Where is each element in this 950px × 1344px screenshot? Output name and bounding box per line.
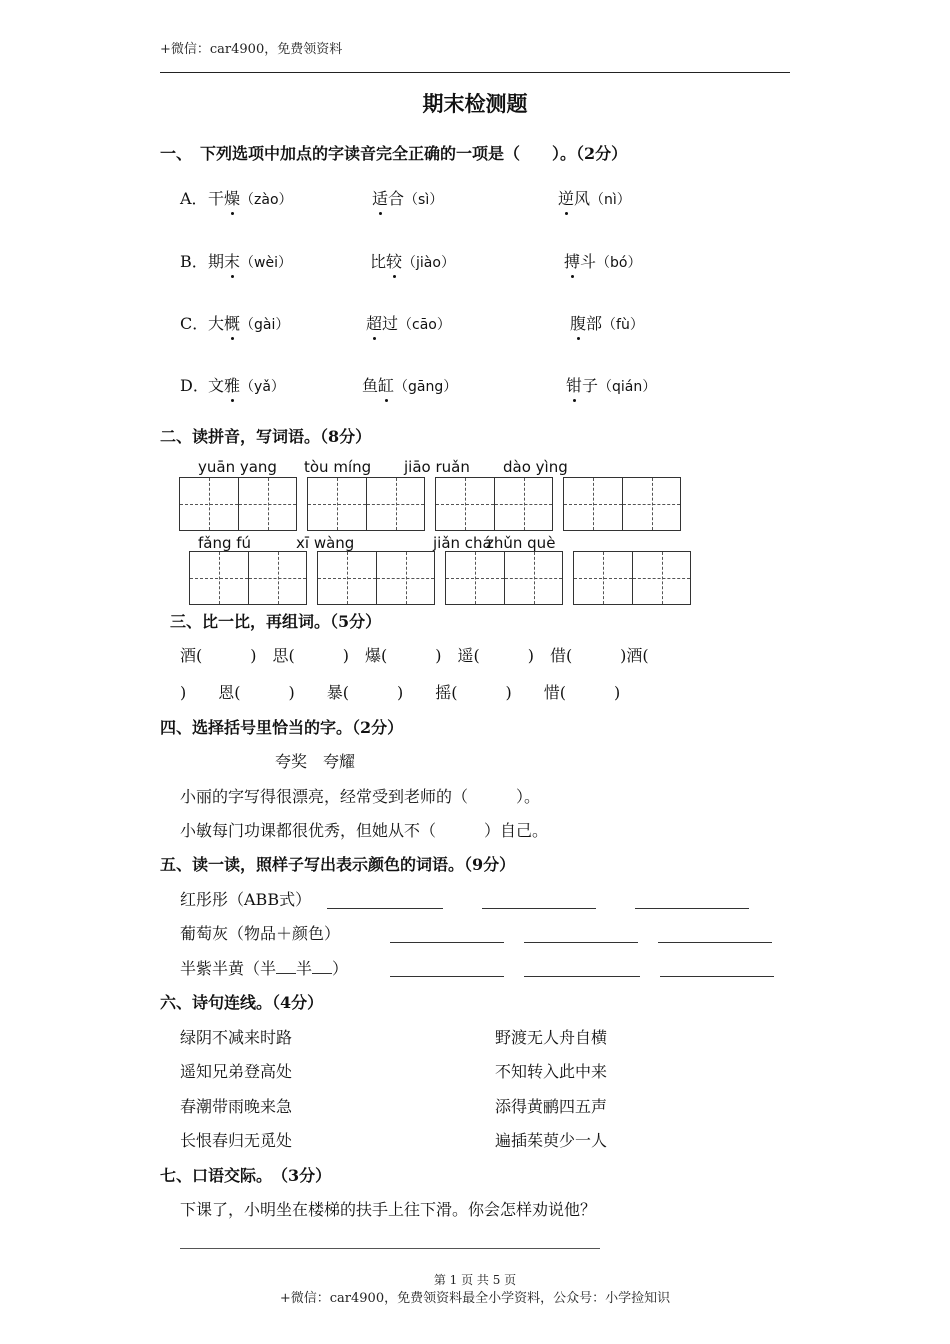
pinyin: （gāng）: [394, 379, 458, 395]
writing-cell[interactable]: [366, 478, 424, 530]
option-letter: A．: [180, 189, 208, 208]
writing-cell[interactable]: [190, 552, 248, 604]
dotted-char: 缸: [378, 373, 394, 396]
writing-cell[interactable]: [318, 552, 376, 604]
option-item: [558, 186, 631, 209]
answer-blank[interactable]: [524, 941, 638, 943]
header-contact: +微信：car4900，免费领资料: [160, 42, 343, 57]
q5-row-3: [180, 956, 348, 979]
char: 部: [586, 314, 603, 333]
q5-example-1: 红彤彤（ABB式）: [180, 890, 312, 909]
char: 过: [382, 314, 399, 333]
poem-line-left[interactable]: 绿阴不减来时路: [180, 1028, 293, 1047]
q5-example-3b: 半: [296, 959, 313, 978]
option-item: [564, 249, 641, 272]
answer-blank[interactable]: [524, 975, 640, 977]
writing-box-pair[interactable]: [435, 477, 553, 531]
dotted-char: 概: [224, 311, 240, 334]
option-item: [362, 373, 457, 396]
answer-blank[interactable]: [635, 907, 749, 909]
dotted-char: 较: [386, 249, 402, 272]
q5-heading: 五、读一读，照样子写出表示颜色的词语。（9分）: [160, 855, 516, 874]
q3-heading: 三、比一比，再组词。（5分）: [170, 612, 382, 631]
inline-blank[interactable]: [312, 972, 332, 974]
option-letter: B．: [180, 252, 208, 271]
pinyin: （zào）: [240, 192, 293, 208]
writing-box-pair[interactable]: [445, 551, 563, 605]
writing-cell[interactable]: [446, 552, 504, 604]
dotted-char: 逆: [558, 186, 574, 209]
writing-cell[interactable]: [436, 478, 494, 530]
pinyin-prompt: jiāo ruǎn: [404, 458, 470, 476]
writing-box-pair[interactable]: [563, 477, 681, 531]
option-item: [208, 249, 292, 272]
poem-line-left[interactable]: 遥知兄弟登高处: [180, 1062, 293, 1081]
writing-cell[interactable]: [504, 552, 562, 604]
pinyin-prompt: zhǔn què: [486, 534, 556, 552]
pinyin-prompt: tòu míng: [304, 458, 372, 476]
dotted-char: 末: [224, 249, 240, 272]
pinyin: （bó）: [596, 255, 642, 271]
writing-cell[interactable]: [564, 478, 622, 530]
footer-contact: +微信：car4900，免费领资料最全小学资料，公众号：小学捡知识: [279, 1291, 671, 1306]
char: 风: [574, 189, 591, 208]
poem-line-left[interactable]: 长恨春归无觅处: [180, 1131, 293, 1150]
writing-cell[interactable]: [308, 478, 366, 530]
char: 合: [388, 189, 405, 208]
answer-blank[interactable]: [390, 975, 504, 977]
option-letter: C．: [180, 314, 209, 333]
q2-heading: 二、读拼音，写词语。（8分）: [160, 427, 372, 446]
answer-blank[interactable]: [660, 975, 774, 977]
q4-sentence-1: 小丽的字写得很漂亮，经常受到老师的（ ）。: [180, 787, 541, 806]
dotted-char: 燥: [224, 186, 240, 209]
writing-box-pair[interactable]: [189, 551, 307, 605]
writing-cell[interactable]: [248, 552, 306, 604]
header-rule: [160, 72, 790, 73]
q7-prompt: 下课了，小明坐在楼梯的扶手上往下滑。你会怎样劝说他？: [180, 1200, 597, 1219]
page-number: 第 1 页 共 5 页: [433, 1273, 517, 1287]
q4-sentence-2: 小敏每门功课都很优秀，但她从不（ ）自己。: [180, 821, 549, 840]
pinyin-prompt: yuān yang: [198, 458, 277, 476]
q5-row-2: [180, 921, 340, 944]
char: 子: [582, 376, 599, 395]
dotted-char: 搏: [564, 249, 580, 272]
pinyin: （gài）: [240, 317, 290, 333]
option-item: [208, 186, 293, 209]
dotted-char: 腹: [570, 311, 586, 334]
option-item: [566, 373, 656, 396]
q3-line-2: ) 恩( ) 暴( ) 摇( ) 惜( ): [180, 683, 621, 702]
writing-cell[interactable]: [238, 478, 296, 530]
writing-box-pair[interactable]: [179, 477, 297, 531]
pinyin-prompt: dào yìng: [503, 458, 568, 476]
pinyin: （jiào）: [402, 255, 455, 271]
poem-line-right[interactable]: 遍插茱萸少一人: [495, 1131, 608, 1150]
q1-heading: 一、 下列选项中加点的字读音完全正确的一项是（ ）。（2分）: [160, 144, 628, 163]
pinyin: （qián）: [598, 379, 657, 395]
pinyin: （cāo）: [398, 317, 451, 333]
option-item: [208, 311, 289, 334]
writing-cell[interactable]: [180, 478, 238, 530]
q5-example-3c: ）: [332, 959, 349, 978]
poem-line-right[interactable]: 添得黄鹂四五声: [495, 1097, 608, 1116]
dotted-char: 钳: [566, 373, 582, 396]
q4-heading: 四、选择括号里恰当的字。（2分）: [160, 718, 404, 737]
dotted-char: 超: [366, 311, 382, 334]
char: 期: [208, 252, 225, 271]
pinyin: （yǎ）: [240, 379, 285, 395]
q5-example-2: 葡萄灰（物品＋颜色）: [180, 924, 341, 943]
writing-box-pair[interactable]: [307, 477, 425, 531]
dotted-char: 雅: [224, 373, 240, 396]
page-title: 期末检测题: [422, 91, 528, 116]
q4-choices: 夸奖 夸耀: [275, 752, 356, 771]
writing-cell[interactable]: [574, 552, 632, 604]
char: 鱼: [362, 376, 379, 395]
poem-line-left[interactable]: 春潮带雨晚来急: [180, 1097, 293, 1116]
q5-example-3a: 半紫半黄（半: [180, 959, 277, 978]
pinyin: （sì）: [404, 192, 444, 208]
option-item: [208, 373, 285, 396]
answer-blank[interactable]: [327, 907, 443, 909]
writing-cell[interactable]: [632, 552, 690, 604]
writing-box-pair[interactable]: [317, 551, 435, 605]
answer-blank[interactable]: [390, 941, 504, 943]
writing-cell[interactable]: [622, 478, 680, 530]
option-letter: D．: [180, 376, 209, 395]
option-item: [372, 186, 443, 209]
pinyin: （fù）: [602, 317, 644, 333]
writing-cell[interactable]: [376, 552, 434, 604]
q7-heading: 七、口语交际。 （3分）: [160, 1166, 332, 1185]
pinyin: （wèi）: [240, 255, 292, 271]
pinyin: （nì）: [590, 192, 631, 208]
q3-line-1: 酒( ) 思( ) 爆( ) 遥( ) 借( )酒(: [180, 646, 649, 665]
writing-cell[interactable]: [494, 478, 552, 530]
char: 干: [208, 189, 225, 208]
char: 比: [370, 252, 387, 271]
poem-line-right[interactable]: 野渡无人舟自横: [495, 1028, 608, 1047]
char: 斗: [580, 252, 597, 271]
q6-heading: 六、诗句连线。（4分）: [160, 993, 324, 1012]
char: 文: [208, 376, 225, 395]
answer-blank[interactable]: [658, 941, 772, 943]
option-item: [366, 311, 451, 334]
char: 大: [208, 314, 225, 333]
option-item: [570, 311, 644, 334]
pinyin-prompt: xī wàng: [296, 534, 355, 552]
option-item: [370, 249, 455, 272]
poem-line-right[interactable]: 不知转入此中来: [495, 1062, 608, 1081]
answer-line[interactable]: [180, 1248, 600, 1249]
answer-blank[interactable]: [482, 907, 596, 909]
dotted-char: 适: [372, 186, 388, 209]
pinyin-prompt: jiǎn chá: [433, 534, 492, 552]
writing-box-pair[interactable]: [573, 551, 691, 605]
pinyin-prompt: fǎng fú: [198, 534, 252, 552]
inline-blank[interactable]: [276, 972, 296, 974]
q5-row-1: [180, 887, 311, 910]
